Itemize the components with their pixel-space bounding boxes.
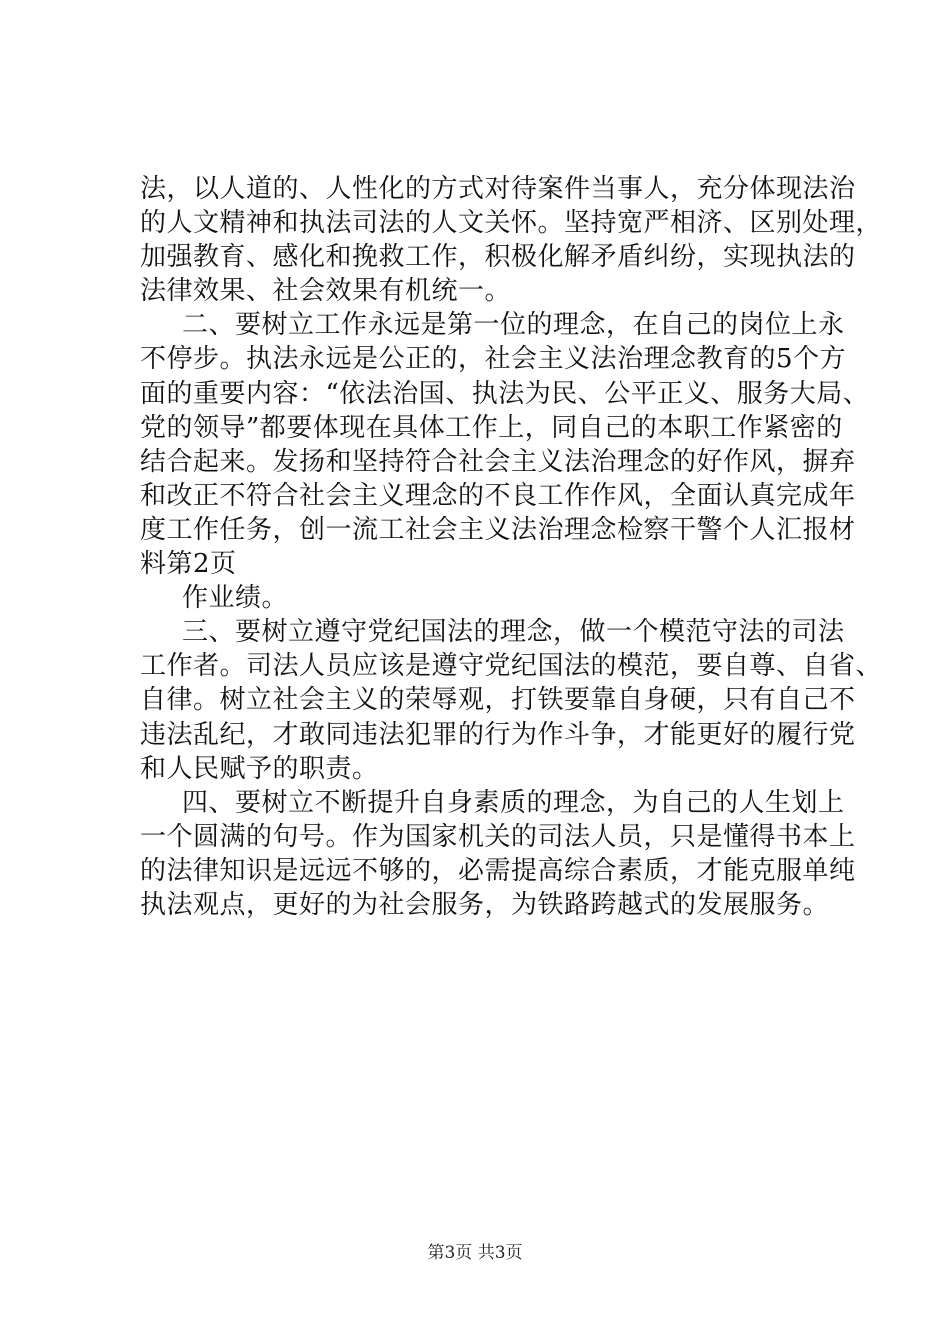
text-line: 和人民赋予的职责。 (140, 753, 379, 784)
page-footer (0, 1243, 950, 1263)
text-line: 度工作任务，创一流工社会主义法治理念检察干警个人汇报材 (140, 514, 856, 545)
text-line: 不停步。执法永远是公正的，社会主义法治理念教育的5个方 (140, 344, 847, 375)
text-line: 的法律知识是远远不够的，必需提高综合素质，才能克服单纯 (140, 855, 856, 886)
document-body (140, 172, 883, 922)
text-line: 党的领导”都要体现在具体工作上，同自己的本职工作紧密的 (140, 412, 843, 443)
text-line: 三、要树立遵守党纪国法的理念，做一个模范守法的司法 (182, 617, 845, 648)
text-line: 执法观点，更好的为社会服务，为铁路跨越式的发展服务。 (140, 889, 830, 920)
text-line: 工作者。司法人员应该是遵守党纪国法的模范，要自尊、自省、 (140, 651, 883, 682)
text-line: 四、要树立不断提升自身素质的理念，为自己的人生划上 (182, 787, 845, 818)
text-line: 自律。树立社会主义的荣辱观，打铁要靠自身硬，只有自己不 (140, 685, 856, 716)
text-line: 违法乱纪，才敢同违法犯罪的行为作斗争，才能更好的履行党 (140, 719, 856, 750)
text-line: 结合起来。发扬和坚持符合社会主义法治理念的好作风，摒弃 (140, 446, 856, 477)
text-line: 加强教育、感化和挽救工作，积极化解矛盾纠纷，实现执法的 (140, 242, 856, 273)
text-line: 和改正不符合社会主义理念的不良工作作风，全面认真完成年 (140, 480, 856, 511)
text-line: 作业绩。 (182, 583, 289, 614)
page-number-label: 第3页 共3页 (427, 1243, 523, 1263)
text-line: 法律效果、社会效果有机统一。 (140, 276, 512, 307)
text-line: 二、要树立工作永远是第一位的理念，在自己的岗位上永 (182, 310, 845, 341)
text-line: 面的重要内容：“依法治国、执法为民、公平正义、服务大局、 (140, 378, 870, 409)
text-line: 料第2页 (140, 549, 237, 580)
text-line: 的人文精神和执法司法的人文关怀。坚持宽严相济、区别处理， (140, 208, 883, 239)
text-line: 法，以人道的、人性化的方式对待案件当事人，充分体现法治 (140, 174, 856, 204)
text-line: 一个圆满的句号。作为国家机关的司法人员，只是懂得书本上 (140, 821, 856, 852)
